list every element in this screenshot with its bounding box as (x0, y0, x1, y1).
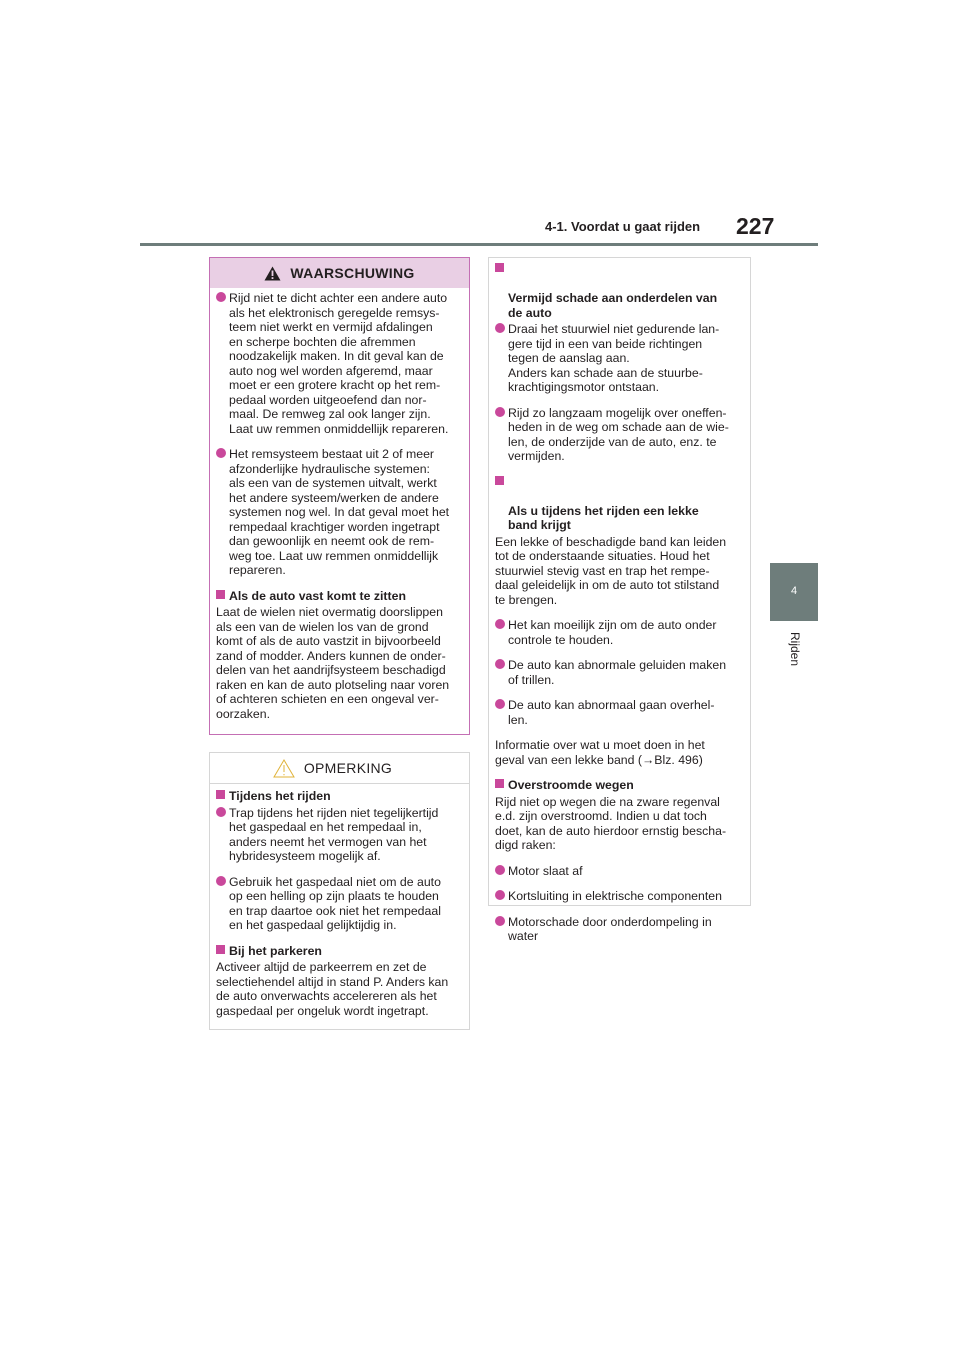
warning-bullet-1 (216, 291, 463, 436)
right-bullet-control (495, 618, 744, 647)
note-bullet-2 (216, 875, 463, 933)
note-title: OPMERKING (303, 759, 393, 776)
bullet-text: De auto kan abnormaal gaan overhel- len. (508, 698, 715, 727)
page-number: 227 (736, 213, 775, 239)
heading-text: Als u tijdens het rijden een lekke band krijgt (508, 503, 699, 532)
warning-bullet-2 (216, 447, 463, 578)
chapter-tab[interactable] (770, 563, 818, 621)
heading-text: Bij het parkeren (229, 943, 322, 958)
note-bullet-1 (216, 806, 463, 864)
heading-text: Tijdens het rijden (229, 789, 331, 803)
note-paragraph-parking: Activeer altijd de parkeerrem en zet de selectiehendel altijd in stand P. Anders kan de auto onverwachts accelereren als het gaspedaal per ongeluk wordt ingetrapt. (216, 960, 449, 1018)
note-box (209, 752, 470, 1030)
bullet-dot-icon (495, 323, 505, 333)
right-heading-flat-tire (495, 475, 744, 533)
right-heading-flooded (495, 778, 744, 793)
right-bullet-steering (495, 322, 744, 395)
warning-box (209, 257, 470, 735)
bullet-square-icon (495, 476, 504, 485)
bullet-square-icon (216, 945, 225, 954)
bullet-text: Rijd niet te dicht achter een andere auto als het elektronisch geregelde remsys- teem niet werkt en vermijd afdalingen en scherpe bochten die afremmen noodzakelijk maken. In dit geval kan de auto nog wel worden afgeremd, maar moet er een grotere kracht op het rem- pedaal worden uitgeoefend dan nor- maal. De remweg zal ook langer zijn. Laat uw remmen onmiddellijk repareren. (229, 291, 449, 436)
warning-title: WAARSCHUWING (290, 264, 415, 281)
bullet-text: Motor slaat af (508, 863, 583, 878)
warning-header (210, 258, 469, 288)
bullet-square-icon (495, 263, 504, 272)
right-bullet-engine-stall (495, 864, 744, 879)
bullet-text: De auto kan abnormale geluiden maken of trillen. (508, 658, 727, 687)
bullet-dot-icon (495, 659, 505, 669)
bullet-dot-icon (495, 865, 505, 875)
bullet-text: Gebruik het gaspedaal niet om de auto op een helling op zijn plaats te houden en trap daartoe ook niet het rempedaal en het gaspedaal gelijktijdig in. (229, 874, 441, 932)
heading-text: Overstroomde wegen (508, 778, 634, 792)
bullet-dot-icon (495, 407, 505, 417)
continued-note-box (488, 257, 751, 943)
right-paragraph-flat-tire: Een lekke of beschadigde band kan leiden tot de onderstaande situaties. Houd het stuurwiel stevig vast en trap het rempe- daal geleidelijk in om de auto tot stilstand te brengen. (495, 534, 727, 607)
bullet-dot-icon (495, 619, 505, 629)
caution-outline-icon (273, 759, 295, 778)
note-heading-parking (216, 944, 463, 959)
bullet-square-icon (495, 779, 504, 788)
bullet-text: Rijd zo langzaam mogelijk over oneffen- heden in de weg om schade aan de wie- len, de onderzijde van de auto, enz. te vermijden. (508, 405, 729, 463)
bullet-dot-icon (216, 876, 226, 886)
bullet-text: Het remsysteem bestaat uit 2 of meer afzonderlijke hydraulische systemen: als een van de systemen uitvalt, werkt het andere systeem/werken de andere systemen nog wel. In dat geval moet het rempedaal krachtiger worden ingetrapt dan gewoonlijk en neemt ook de rem- weg toe. Laat uw remmen onmiddellijk repareren. (229, 447, 450, 577)
right-bullet-slow (495, 406, 744, 464)
bullet-dot-icon (495, 699, 505, 709)
right-paragraph-flooded: Rijd niet op wegen die na zware regenval e.d. zijn overstroomd. Indien u dat toch doet, kan de auto hierdoor ernstig bescha- digd raken: (495, 794, 727, 852)
section-title: 4-1. Voordat u gaat rijden (545, 219, 701, 234)
right-bullet-lean (495, 698, 744, 727)
note-heading-driving (216, 789, 463, 804)
heading-text: Als de auto vast komt te zitten (229, 588, 406, 603)
bullet-dot-icon (495, 916, 505, 926)
warning-paragraph-stuck: Laat de wielen niet overmatig doorslippen als een van de wielen los van de grond komt of als de auto vastzit in bijvoorbeeld zand of modder. Anders kunnen de onder- delen van het aandrijfsysteem beschadigd raken en kan de auto plotseling naar voren of achteren schieten en een ongeval ver- oorzaken. (216, 605, 450, 721)
bullet-text: Motorschade door onderdompeling in water (508, 914, 712, 943)
bullet-text: Het kan moeilijk zijn om de auto onder controle te houden. (508, 618, 717, 647)
right-paragraph-flat-tire-ref[interactable]: Informatie over wat u moet doen in het geval van een lekke band (→Blz. 496) (495, 738, 705, 767)
right-bullet-engine-damage (495, 915, 744, 944)
bullet-text: Kortsluiting in elektrische componenten (508, 889, 722, 903)
bullet-square-icon (216, 790, 225, 799)
right-bullet-noise (495, 658, 744, 687)
heading-text: Vermijd schade aan onderdelen van de auto (508, 291, 718, 320)
warning-heading-stuck (216, 589, 463, 604)
note-header (210, 753, 469, 784)
bullet-dot-icon (216, 807, 226, 817)
bullet-dot-icon (216, 448, 226, 458)
chapter-number: 4 (790, 585, 798, 597)
right-heading-damage (495, 262, 744, 320)
bullet-dot-icon (216, 292, 226, 302)
right-bullet-short-circuit (495, 889, 744, 904)
chapter-label: Rijden (788, 632, 802, 667)
header-rule (140, 243, 818, 246)
bullet-dot-icon (495, 890, 505, 900)
bullet-square-icon (216, 590, 225, 599)
warning-triangle-icon (264, 266, 281, 281)
bullet-text: Draai het stuurwiel niet gedurende lan- gere tijd in een van beide richtingen tegen de aanslag aan. Anders kan schade aan de stuurbe- krachtigingsmotor ontstaan. (508, 322, 720, 394)
bullet-text: Trap tijdens het rijden niet tegelijkertijd het gaspedaal en het rempedaal in, anders neemt het vermogen van het hybridesysteem mogelijk af. (229, 805, 439, 863)
